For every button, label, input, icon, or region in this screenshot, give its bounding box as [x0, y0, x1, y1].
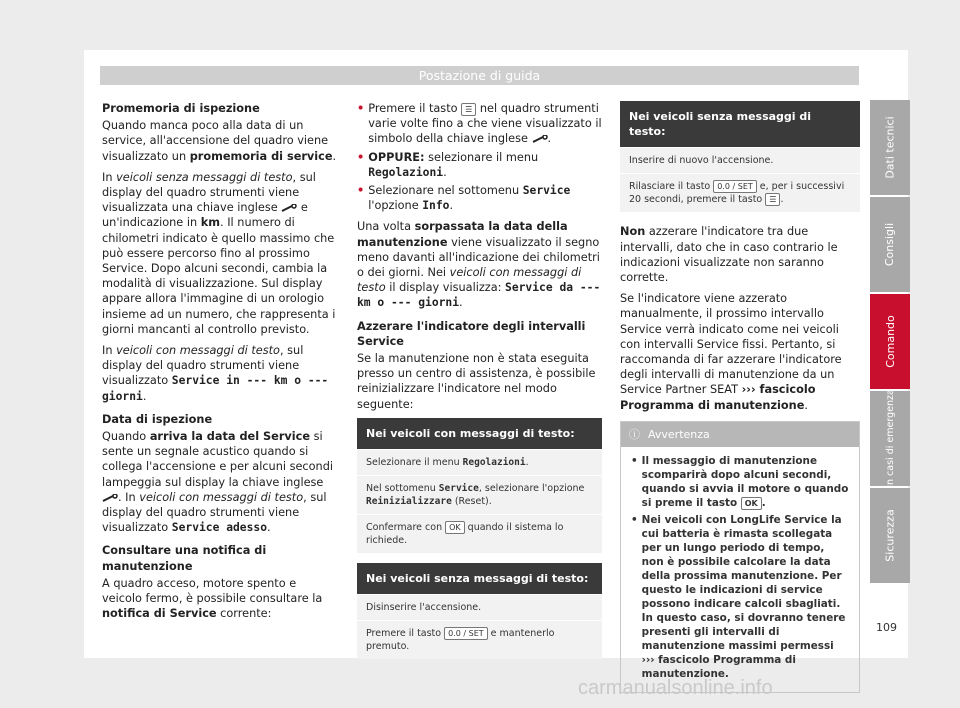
- box-row: [357, 449, 602, 475]
- menu-button-icon: ☰: [461, 103, 476, 116]
- text: l'opzione: [368, 199, 423, 213]
- paragraph: Se la manutenzione non è stata eseguita presso un centro di assistenza, è possibile reinizializzare l'indicatore nel modo seguente:: [357, 352, 596, 411]
- text-bold: Non: [620, 225, 646, 239]
- bullet-icon: •: [357, 102, 365, 115]
- wrench-icon: [281, 204, 297, 212]
- text: , sul display del quadro strumenti viene visualizzato: [102, 490, 327, 535]
- set-key-icon: 0.0 / SET: [444, 627, 488, 640]
- bullet-icon: •: [631, 514, 638, 527]
- display-text: Service: [438, 483, 479, 495]
- column-2: [357, 101, 602, 659]
- text-bold: promemoria di service: [189, 149, 333, 163]
- bullet-item: [631, 513, 849, 681]
- text: .: [780, 194, 784, 206]
- paragraph: [102, 343, 338, 404]
- bullet-text: [368, 183, 602, 213]
- heading-data-ispezione: Data di ispezione: [102, 412, 213, 426]
- text: .: [267, 521, 271, 535]
- text: quando il sistema lo richiede.: [366, 522, 564, 547]
- text: .: [332, 149, 337, 163]
- display-text: Info: [422, 199, 450, 213]
- paragraph: [102, 429, 338, 535]
- text: corrente:: [216, 607, 272, 621]
- text: Selezionare il menu: [366, 457, 463, 469]
- text-italic: veicoli senza messaggi di testo: [116, 170, 293, 184]
- text: .: [804, 398, 808, 412]
- display-text: Service: [522, 184, 571, 198]
- box-row: [357, 620, 602, 659]
- bullet-icon: •: [357, 184, 365, 198]
- text: e, per i successivi 20 secondi, premere il tasto: [629, 181, 845, 206]
- box-row: [357, 475, 602, 514]
- text: Premere il tasto: [368, 102, 462, 115]
- tab-label: Consigli: [883, 222, 897, 267]
- instruction-box-continued: [620, 101, 860, 212]
- text-bold: km: [200, 216, 221, 230]
- text: .: [449, 199, 454, 213]
- bullet-item: [357, 101, 602, 147]
- bullet-icon: •: [357, 150, 365, 164]
- display-text: Regolazioni: [368, 165, 444, 179]
- reference-arrow-icon: ›››: [641, 654, 655, 667]
- bullet-text: [642, 513, 849, 681]
- page-header: Postazione di guida: [100, 66, 859, 85]
- paragraph: [102, 576, 338, 622]
- text: il display visualizza:: [385, 281, 506, 295]
- text: .: [547, 132, 552, 146]
- tab-label: Dati tecnici: [883, 116, 897, 179]
- tab-in-casi-di-emergenza[interactable]: [870, 391, 910, 486]
- display-text: Reinizializzare: [366, 496, 452, 508]
- text: Nel sottomenu: [366, 483, 439, 495]
- text: .: [443, 165, 447, 179]
- tab-label: Comando: [883, 315, 897, 368]
- box-title: Nei veicoli senza messaggi di testo:: [357, 563, 602, 594]
- tab-consigli[interactable]: [870, 197, 910, 292]
- box-title: Nei veicoli senza messaggi di testo:: [620, 101, 860, 147]
- text: In: [102, 344, 117, 358]
- paragraph: [102, 170, 338, 337]
- text: , selezionare l'opzione: [478, 483, 585, 495]
- instruction-box-without-text: [357, 563, 602, 659]
- reference-arrow-icon: ›››: [741, 383, 756, 397]
- text-bold: notifica di Service: [102, 607, 217, 621]
- tab-dati-tecnici[interactable]: [870, 100, 910, 195]
- text-italic: veicoli con messaggi di testo: [116, 344, 280, 358]
- wrench-icon: [102, 494, 118, 502]
- heading-consultare: Consultare una notifica di manutenzione: [102, 544, 267, 573]
- display-text: Service adesso: [171, 521, 268, 535]
- text: . Il numero di chilometri indicato è quello massimo che può essere percorso fino al prossimo Service. Dopo alcuni secondi, cambia la modalità di visualizzazione. Sul display appare allora l'immagine di un orologio insieme ad un numero, che rappresenta i giorni mancanti al controllo previsto.: [102, 216, 336, 336]
- watermark: carmanualsonline.info: [578, 677, 773, 699]
- menu-button-icon: ☰: [765, 193, 780, 206]
- box-row: [620, 173, 860, 212]
- text: . In: [118, 490, 140, 504]
- heading-azzerare: Azzerare l'indicatore degli intervalli Service: [357, 319, 586, 348]
- box-title: Nei veicoli con messaggi di testo:: [357, 418, 602, 449]
- heading-promemoria: Promemoria di ispezione: [102, 102, 260, 115]
- text: (Reset).: [451, 496, 492, 508]
- tab-comando[interactable]: [870, 294, 910, 389]
- tab-label: In casi di emergenza: [884, 389, 896, 488]
- page-number: 109: [876, 621, 897, 634]
- box-row: [357, 514, 602, 553]
- warning-header: [621, 422, 859, 447]
- text: Il messaggio di manutenzione scomparirà dopo alcuni secondi, quando si avvia il motore o quando si preme il tasto: [641, 455, 849, 510]
- text: viene visualizzato il segno meno davanti all'indicazione dei chilometri o dei giorni. Nei: [357, 235, 600, 280]
- text: A quadro acceso, motore spento e veicolo fermo, è possibile consultare la: [102, 576, 323, 606]
- text: azzerare l'indicatore tra due intervalli, dato che in caso contrario le indicazioni visualizzate non saranno corrette.: [620, 225, 838, 285]
- text: si sente un segnale acustico quando si collega l'accensione e per alcuni secondi lampeggia sul display la chiave inglese: [102, 430, 334, 489]
- warning-body: [621, 447, 859, 692]
- text-bold: OPPURE:: [368, 150, 425, 164]
- display-text: Service da --- km o --- giorni: [357, 281, 601, 310]
- text: Nei veicoli con LongLife Service la cui batteria è rimasta scollegata per un lungo periodo di tempo, non è possibile calcolare la data della prossima manutenzione. Per questo le indicazioni di service possono indicare calcoli sbagliati. In questo caso, si dovranno tenere presenti gli intervalli di manutenzione massimi permessi: [641, 514, 846, 653]
- text: .: [761, 497, 766, 510]
- text: Rilasciare il tasto: [629, 181, 714, 193]
- text: e un'indicazione in: [102, 201, 308, 230]
- text-italic: veicoli con messaggi di testo: [357, 266, 582, 295]
- text-bold: fascicolo Programma di manutenzione: [620, 383, 816, 412]
- bullet-item: [357, 183, 602, 213]
- bullet-text: [368, 150, 602, 180]
- text: nel quadro strumenti varie volte fino a che viene visualizzato il simbolo della chiave inglese: [368, 102, 602, 146]
- text: Se l'indicatore viene azzerato manualmente, il prossimo intervallo Service verrà indicato come nei veicoli con intervalli Service fissi. Pertanto, si raccomanda di far azzerare l'indicatore degli intervalli di manutenzione da un Service Partner SEAT: [620, 292, 842, 397]
- text: , sul display del quadro strumenti viene visualizzato: [102, 344, 304, 388]
- instruction-box-with-text: [357, 418, 602, 553]
- text: selezionare il menu: [424, 150, 539, 164]
- warning-title: Avvertenza: [648, 427, 710, 441]
- text: .: [142, 389, 147, 403]
- display-text: Regolazioni: [462, 457, 526, 469]
- warning-box: [620, 421, 860, 693]
- text: In: [102, 170, 117, 184]
- tab-label: Sicurezza: [883, 509, 897, 562]
- paragraph: [620, 224, 860, 285]
- text: Premere il tasto: [366, 628, 445, 640]
- paragraph: [102, 118, 338, 164]
- text: , sul display del quadro strumenti viene visualizzata una chiave inglese: [102, 170, 316, 215]
- box-row: Inserire di nuovo l'accensione.: [620, 147, 860, 173]
- text: Quando manca poco alla data di un service, all'accensione del quadro viene visualizzato un: [102, 119, 329, 163]
- text: Una volta: [357, 220, 415, 234]
- column-1: [102, 101, 338, 628]
- bullet-text: [642, 454, 849, 510]
- text: .: [459, 296, 463, 310]
- text-italic: veicoli con messaggi di testo: [139, 490, 304, 504]
- bullet-text: [368, 101, 602, 147]
- bullet-item: [357, 150, 602, 180]
- ok-key-icon: OK: [445, 521, 465, 534]
- paragraph: [620, 291, 860, 413]
- text-bold: sorpassata la data della manutenzione: [357, 220, 568, 249]
- display-text: Service in --- km o --- giorni: [102, 374, 329, 403]
- column-3: [620, 101, 860, 693]
- paragraph: [357, 219, 602, 310]
- text-bold: arriva la data del Service: [149, 430, 310, 444]
- ok-key-icon: OK: [741, 497, 762, 510]
- text: Quando: [102, 430, 150, 444]
- text: fascicolo Programma di manutenzione.: [641, 654, 796, 681]
- text: .: [525, 457, 529, 469]
- text: Confermare con: [366, 522, 446, 534]
- text: e mantenerlo premuto.: [366, 628, 555, 653]
- box-row: Disinserire l'accensione.: [357, 594, 602, 620]
- wrench-icon: [532, 135, 548, 143]
- bullet-icon: •: [631, 455, 638, 468]
- info-icon: ⓘ: [629, 427, 640, 441]
- tab-sicurezza[interactable]: [870, 488, 910, 583]
- set-key-icon: 0.0 / SET: [713, 180, 757, 193]
- bullet-item: [631, 454, 849, 510]
- text: Selezionare nel sottomenu: [368, 184, 523, 198]
